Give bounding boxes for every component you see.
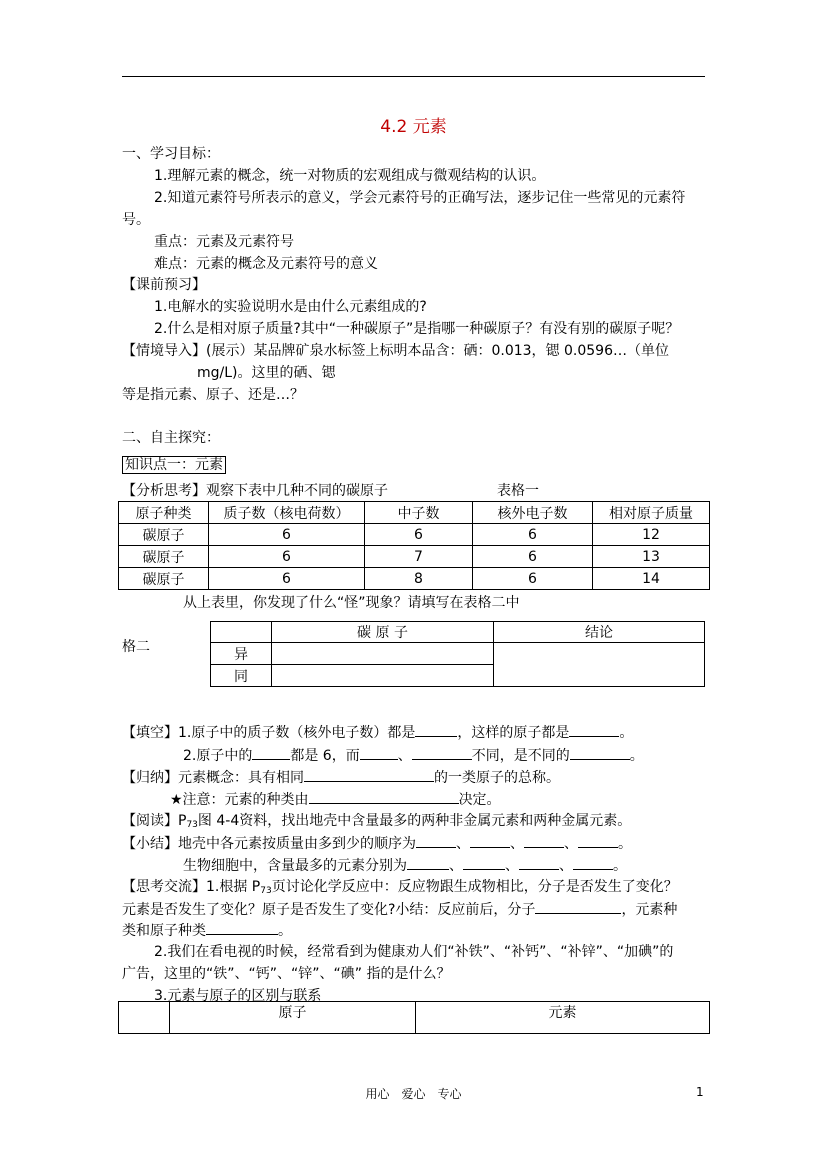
table1-cell: 6: [473, 546, 593, 568]
goal-1: 1.理解元素的概念，统一对物质的宏观组成与微观结构的认识。: [154, 168, 546, 184]
table1-cell: 碳原子: [119, 568, 209, 590]
think-text: 元素是否发生了变化？原子是否发生了变化?小结：反应前后，分子: [122, 902, 536, 918]
fill-text: 。: [619, 725, 634, 741]
bio-line: [183, 855, 627, 876]
table2-conclusion-cell[interactable]: [494, 643, 705, 687]
table1-caption: 表格一: [497, 483, 539, 499]
blank[interactable]: [252, 745, 290, 760]
table1-cell: 碳原子: [119, 546, 209, 568]
blank[interactable]: [360, 745, 398, 760]
fill-line-2: [183, 745, 644, 766]
bio-text: 生物细胞中，含量最多的元素分别为: [183, 858, 407, 874]
table2-row-label: 同: [211, 665, 272, 687]
think-text: 页讨论化学反应中：反应物跟生成物相比，分子是否发生了变化？: [271, 879, 678, 895]
blank[interactable]: [304, 767, 434, 782]
think-text: 类和原子种类: [122, 923, 206, 939]
page-ref: 73: [260, 886, 272, 896]
fill-text: 2.原子中的: [183, 748, 253, 764]
blank[interactable]: [463, 855, 505, 870]
blank[interactable]: [578, 833, 618, 848]
think-text: 【思考交流】1.根据 P: [122, 879, 261, 895]
separator: 、: [564, 836, 578, 852]
table1-header: 质子数（核电荷数）: [209, 502, 365, 524]
blank[interactable]: [206, 920, 278, 935]
blank[interactable]: [470, 833, 510, 848]
reading-text: 图 4-4资料，找出地壳中含量最多的两种非金属元素和两种金属元素。: [197, 813, 632, 829]
blank[interactable]: [573, 855, 613, 870]
fill-text: 不同，是不同的: [471, 748, 570, 764]
conclusion-text: 【小结】地壳中各元素按质量由多到少的顺序为: [122, 836, 416, 852]
intro-line-3: 等是指元素、原子、还是…？: [122, 387, 304, 403]
fill-text: 。: [629, 748, 644, 764]
table3-corner: [119, 1002, 170, 1034]
table1-cell: 12: [593, 524, 710, 546]
intro-line-2: mg/L)。这里的硒、锶: [197, 365, 336, 381]
intro-line-1: 【情境导入】(展示）某品牌矿泉水标签上标明本品含：硒：0.013，锶 0.0596…（单位: [122, 343, 669, 359]
think-text: 。: [278, 923, 292, 939]
table1-cell: 6: [209, 524, 365, 546]
separator: 。: [618, 836, 632, 852]
fill-text: ，这样的原子都是: [457, 725, 570, 741]
table1-cell: 13: [593, 546, 710, 568]
page-title: 4.2 元素: [380, 117, 447, 137]
table1-cell: 6: [473, 568, 593, 590]
preview-heading: 【课前预习】: [122, 277, 206, 293]
knowledge-point-box: 知识点一：元素: [122, 456, 226, 474]
table2-intro: 从上表里，你发现了什么“怪”现象？请填写在表格二中: [183, 595, 520, 611]
table1-header: 中子数: [365, 502, 473, 524]
table1-cell: 8: [365, 568, 473, 590]
blank[interactable]: [519, 855, 559, 870]
table1-cell: 6: [209, 568, 365, 590]
think-line-2: [122, 899, 677, 920]
goal-2-line-2: 号。: [122, 212, 150, 228]
table1-header: 核外电子数: [473, 502, 593, 524]
tv-line-1: 2.我们在看电视的时候，经常看到为健康劝人们“补铁”、“补钙”、“补锌”、“加碘”的: [154, 944, 674, 960]
table2-label: 格二: [122, 639, 150, 655]
difficulty: 难点：元素的概念及元素符号的意义: [154, 256, 378, 272]
reading-text: 【阅读】P: [122, 813, 187, 829]
table1-header: 相对原子质量: [593, 502, 710, 524]
preview-question-1: 1.电解水的实验说明水是由什么元素组成的?: [154, 299, 427, 315]
table2-header: 结论: [494, 622, 705, 643]
section-heading-2: 二、自主探究：: [122, 430, 220, 446]
blank[interactable]: [309, 789, 459, 804]
table-carbon-atoms: [118, 501, 710, 590]
key-point: 重点：元素及元素符号: [154, 234, 294, 250]
page-ref: 73: [186, 820, 198, 830]
summary-line: [122, 767, 560, 788]
fill-text: 都是 6，而: [290, 748, 360, 764]
table2-header: 碳 原 子: [272, 622, 494, 643]
reading-line: [122, 811, 631, 835]
table3-header: 元素: [416, 1002, 710, 1034]
section-heading-1: 一、学习目标：: [122, 146, 220, 162]
fill-text: 1.原子中的质子数（核外电子数）都是: [178, 725, 416, 741]
separator: 、: [505, 858, 519, 874]
table2-cell[interactable]: [272, 643, 494, 665]
table2-cell[interactable]: [272, 665, 494, 687]
table2-corner: [211, 622, 272, 643]
page-number: 1: [696, 1085, 704, 1099]
preview-question-2: 2.什么是相对原子质量?其中“一种碳原子”是指哪一种碳原子？有没有别的碳原子呢？: [154, 321, 680, 337]
separator: 、: [510, 836, 524, 852]
blank[interactable]: [416, 833, 456, 848]
table1-cell: 14: [593, 568, 710, 590]
separator: 、: [559, 858, 573, 874]
footer-motto: 用心 爱心 专心: [365, 1087, 462, 1101]
table1-header: 原子种类: [119, 502, 209, 524]
table1-cell: 7: [365, 546, 473, 568]
fill-text: 、: [397, 748, 412, 764]
separator: 、: [449, 858, 463, 874]
think-line-3: [122, 920, 292, 941]
relation-prompt: 3.元素与原子的区别与联系: [154, 988, 322, 1004]
blank[interactable]: [569, 722, 619, 737]
analysis-prompt: 【分析思考】观察下表中几种不同的碳原子: [122, 483, 388, 499]
fill-heading: 【填空】: [122, 725, 178, 741]
table1-cell: 6: [473, 524, 593, 546]
blank[interactable]: [524, 833, 564, 848]
table2-row-label: 异: [211, 643, 272, 665]
separator: 、: [456, 836, 470, 852]
fill-line-1: [122, 722, 633, 743]
think-text: ，元素种: [621, 902, 678, 918]
tv-line-2: 广告，这里的“铁”、“钙”、“锌”、“碘” 指的是什么？: [122, 966, 451, 982]
conclusion-line: [122, 833, 632, 854]
blank[interactable]: [570, 745, 630, 760]
summary-text: 【归纳】元素概念：具有相同: [122, 770, 304, 786]
header-rule: [122, 76, 705, 77]
think-line-1: [122, 877, 678, 901]
table3-header: 原子: [170, 1002, 416, 1034]
blank[interactable]: [407, 855, 449, 870]
blank[interactable]: [415, 722, 457, 737]
note-line: [170, 789, 501, 810]
blank[interactable]: [412, 745, 472, 760]
separator: 。: [613, 858, 627, 874]
note-text: 决定。: [458, 792, 501, 808]
summary-text: 的一类原子的总称。: [434, 770, 560, 786]
note-text: ★注意：元素的种类由: [170, 792, 309, 808]
table1-cell: 6: [209, 546, 365, 568]
blank[interactable]: [535, 899, 621, 914]
table1-cell: 6: [365, 524, 473, 546]
table-atom-vs-element: [118, 1001, 710, 1034]
goal-2-line-1: 2.知道元素符号所表示的意义，学会元素符号的正确写法，逐步记住一些常见的元素符: [154, 190, 686, 206]
table1-cell: 碳原子: [119, 524, 209, 546]
table-comparison: [210, 621, 705, 687]
